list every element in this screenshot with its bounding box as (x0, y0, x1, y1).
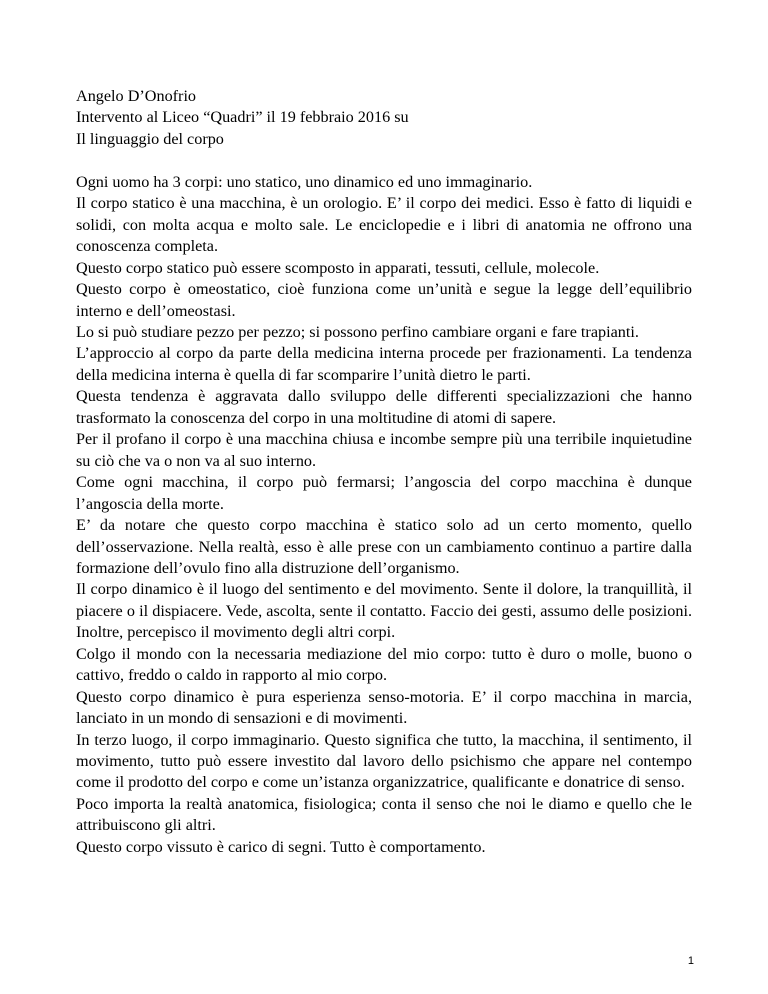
document-title: Il linguaggio del corpo (76, 129, 224, 148)
page-number: 1 (687, 955, 694, 967)
paragraph: Questa tendenza è aggravata dallo sviluppo delle differenti specializzazioni che hanno trasformato la conoscenza del corpo in una moltitudine di atomi di sapere. (76, 387, 692, 427)
paragraph: Per il profano il corpo è una macchina chiusa e incombe sempre più una terribile inquietudine su ciò che va o non va al suo interno. (76, 430, 692, 470)
paragraph: Il corpo statico è una macchina, è un orologio. E’ il corpo dei medici. Esso è fatto di liquidi e solidi, con molta acqua e molto sale. Le enciclopedie e i libri di anatomia ne offrono una conoscenza completa. (76, 194, 692, 256)
paragraph: Ogni uomo ha 3 corpi: uno statico, uno dinamico ed uno immaginario. (76, 172, 533, 191)
paragraph: In terzo luogo, il corpo immaginario. Questo significa che tutto, la macchina, il sentimento, il movimento, tutto può essere investito dal lavoro dello psichismo che appare nel contempo come il prodotto del corpo e come un’istanza organizzatrice, qualificante e donatrice di senso. (76, 730, 692, 792)
paragraph: Questo corpo statico può essere scomposto in apparati, tessuti, cellule, molecole. (76, 258, 600, 277)
author-line: Angelo D’Onofrio (76, 87, 197, 105)
paragraph: L’approccio al corpo da parte della medicina interna procede per frazionamenti. La tendenza della medicina interna è quella di far scomparire l’unità dietro le parti. (76, 344, 692, 384)
paragraph: Colgo il mondo con la necessaria mediazione del mio corpo: tutto è duro o molle, buono o cattivo, freddo o caldo in rapporto al mio corpo. (76, 644, 692, 685)
paragraph: Questo corpo vissuto è carico di segni. Tutto è comportamento. (76, 837, 486, 856)
paragraph: Poco importa la realtà anatomica, fisiologica; conta il senso che noi le diamo e quello che le attribuiscono gli altri. (76, 794, 692, 835)
event-line: Intervento al Liceo “Quadri” il 19 febbraio 2016 su (76, 108, 409, 127)
paragraph: Lo si può studiare pezzo per pezzo; si possono perfino cambiare organi e fare trapianti. (76, 322, 639, 341)
paragraph: Questo corpo è omeostatico, cioè funziona come un’unità e segue la legge dell’equilibrio interno e dell’omeostasi. (76, 280, 692, 320)
body-text (76, 172, 692, 859)
document-header (76, 86, 692, 150)
document-body (76, 86, 692, 858)
paragraph: Come ogni macchina, il corpo può fermarsi; l’angoscia del corpo macchina è dunque l’angoscia della morte. (76, 473, 692, 513)
paragraph: Questo corpo dinamico è pura esperienza senso-motoria. E’ il corpo macchina in marcia, lanciato in un mondo di sensazioni e di movimenti. (76, 687, 692, 728)
paragraph: E’ da notare che questo corpo macchina è statico solo ad un certo momento, quello dell’osservazione. Nella realtà, esso è alle prese con un cambiamento continuo a partire dalla formazione dell’ovulo fino alla distruzione dell’organismo. (76, 516, 692, 577)
paragraph: Il corpo dinamico è il luogo del sentimento e del movimento. Sente il dolore, la tranquillità, il piacere o il dispiacere. Vede, ascolta, sente il contatto. Faccio dei gesti, assumo delle posizioni. Inoltre, percepisco il movimento degli altri corpi. (76, 580, 692, 642)
